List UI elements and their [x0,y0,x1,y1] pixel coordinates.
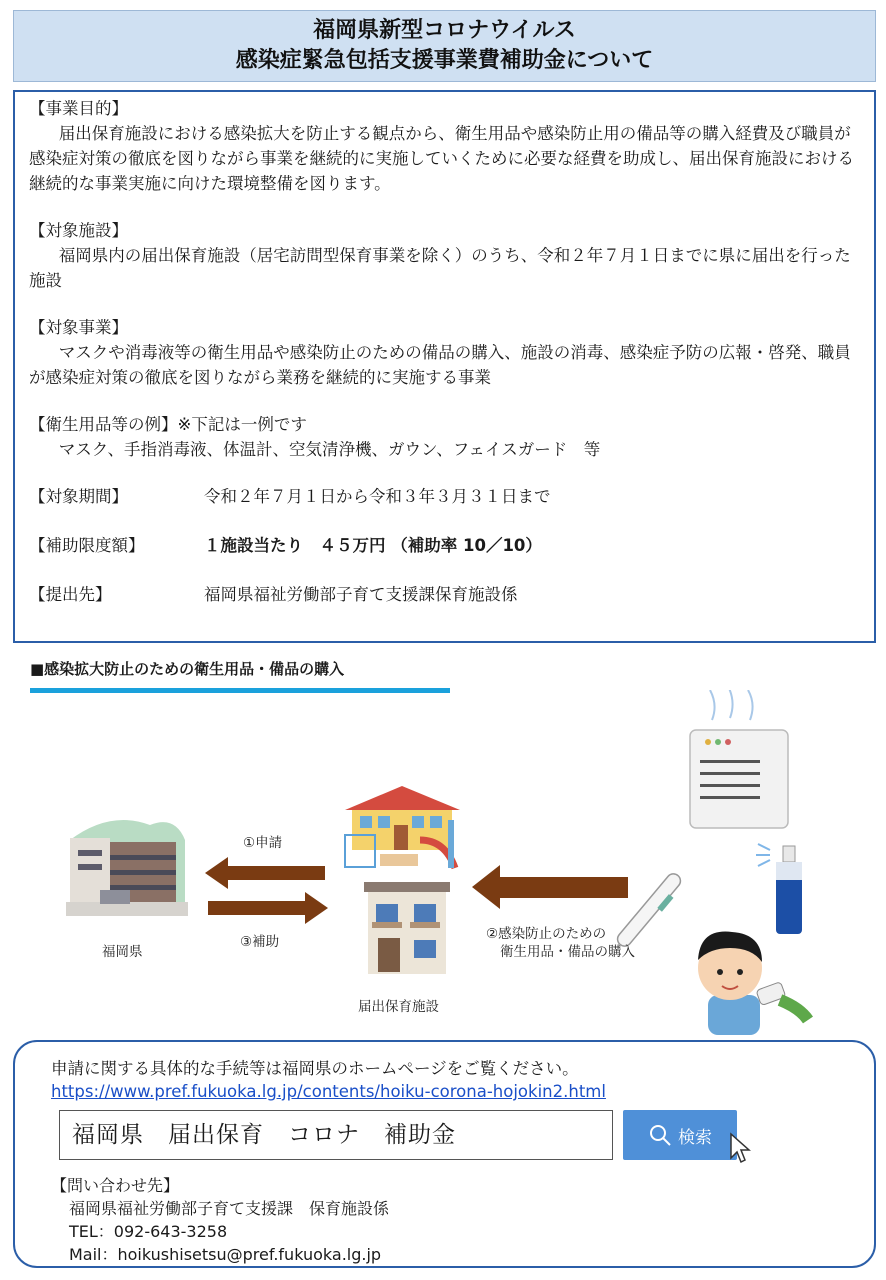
subsidy-arrow-icon [208,892,328,924]
projects-section [29,315,860,390]
limit-row [29,533,860,558]
examples-section [29,412,860,462]
prefecture-building-icon [66,820,188,916]
facility-house-icon [364,882,450,974]
submit-label: 【提出先】 [29,585,112,604]
program-info-box [13,90,876,643]
inquiry-dept: 福岡県福祉労働部子育て支援課 保育施設係 [69,1199,390,1218]
flow-diagram [0,690,886,1040]
apply-arrow-icon [205,857,325,889]
facilities-text: 福岡県内の届出保育施設（居宅訪問型保育事業を除く）のうち、令和２年７月１日までに県に届出を行った施設 [29,246,851,290]
submit-row [29,582,860,607]
search-button-label: 検索 [678,1127,712,1148]
title-line-1: 福岡県新型コロナウイルス [313,18,576,43]
projects-text: マスクや消毒液等の衛生用品や感染防止のための備品の購入、施設の消毒、感染症予防の広報・啓発、職員が感染症対策の徹底を図りながら業務を継続的に実施する事業 [29,343,851,387]
step-apply-label: ①申請 [243,835,283,851]
facilities-label: 【対象施設】 [29,221,128,240]
period-value: 令和２年７月１日から令和３年３月３１日まで [204,487,551,506]
page-title [13,10,876,82]
facility-label: 届出保育施設 [358,999,439,1015]
cursor-icon [727,1132,753,1164]
step-purchase-label-2: 衛生用品・備品の購入 [500,944,635,960]
flow-diagram-art [0,690,886,1040]
search-icon [648,1123,672,1147]
air-purifier-icon [690,690,788,828]
examples-text: マスク、手指消毒液、体温計、空気清浄機、ガウン、フェイスガード 等 [58,440,601,459]
submit-value: 福岡県福祉労働部子育て支援課保育施設係 [204,585,518,604]
inquiry-mail: Mail：hoikushisetsu@pref.fukuoka.lg.jp [69,1245,382,1264]
homepage-link[interactable]: https://www.pref.fukuoka.lg.jp/contents/hoiku-corona-hojokin2.html [51,1082,606,1101]
step-purchase-label-1: ②感染防止のための [486,926,607,942]
examples-label: 【衛生用品等の例】 [29,415,178,434]
child-icon [698,932,808,1035]
search-input[interactable]: 福岡県 届出保育 コロナ 補助金 [59,1110,613,1160]
purpose-section [29,96,860,196]
nursery-school-icon [345,786,460,868]
facilities-section [29,218,860,293]
title-line-2: 感染症緊急包括支援事業費補助金について [235,48,654,73]
search-button[interactable] [623,1110,737,1160]
examples-note: ※下記は一例です [177,415,307,434]
inquiry-tel: TEL：092-643-3258 [69,1222,228,1241]
prefecture-label: 福岡県 [102,944,143,960]
section-heading: ■感染拡大防止のための衛生用品・備品の購入 [30,660,345,678]
inquiry-label: 【問い合わせ先】 [51,1176,180,1195]
period-label: 【対象期間】 [29,487,128,506]
purchase-arrow-icon [472,865,628,909]
purpose-label: 【事業目的】 [29,99,128,118]
limit-value: １施設当たり ４５万円 （補助率 10／10） [204,536,542,555]
purpose-text: 届出保育施設における感染拡大を防止する観点から、衛生用品や感染防止用の備品等の購入経費及び職員が感染症対策の徹底を図りながら事業を継続的に実施していくために必要な経費を助成し、届出保育施設における継続的な事業実施に向けた環境整備を図ります。 [29,124,854,193]
contact-box [13,1040,876,1268]
period-row [29,484,860,509]
step-subsidy-label: ③補助 [240,934,280,950]
spray-bottle-icon [756,844,802,934]
homepage-intro: 申請に関する具体的な手続等は福岡県のホームページをご覧ください。 [51,1059,579,1078]
limit-label: 【補助限度額】 [29,536,145,555]
projects-label: 【対象事業】 [29,318,128,337]
